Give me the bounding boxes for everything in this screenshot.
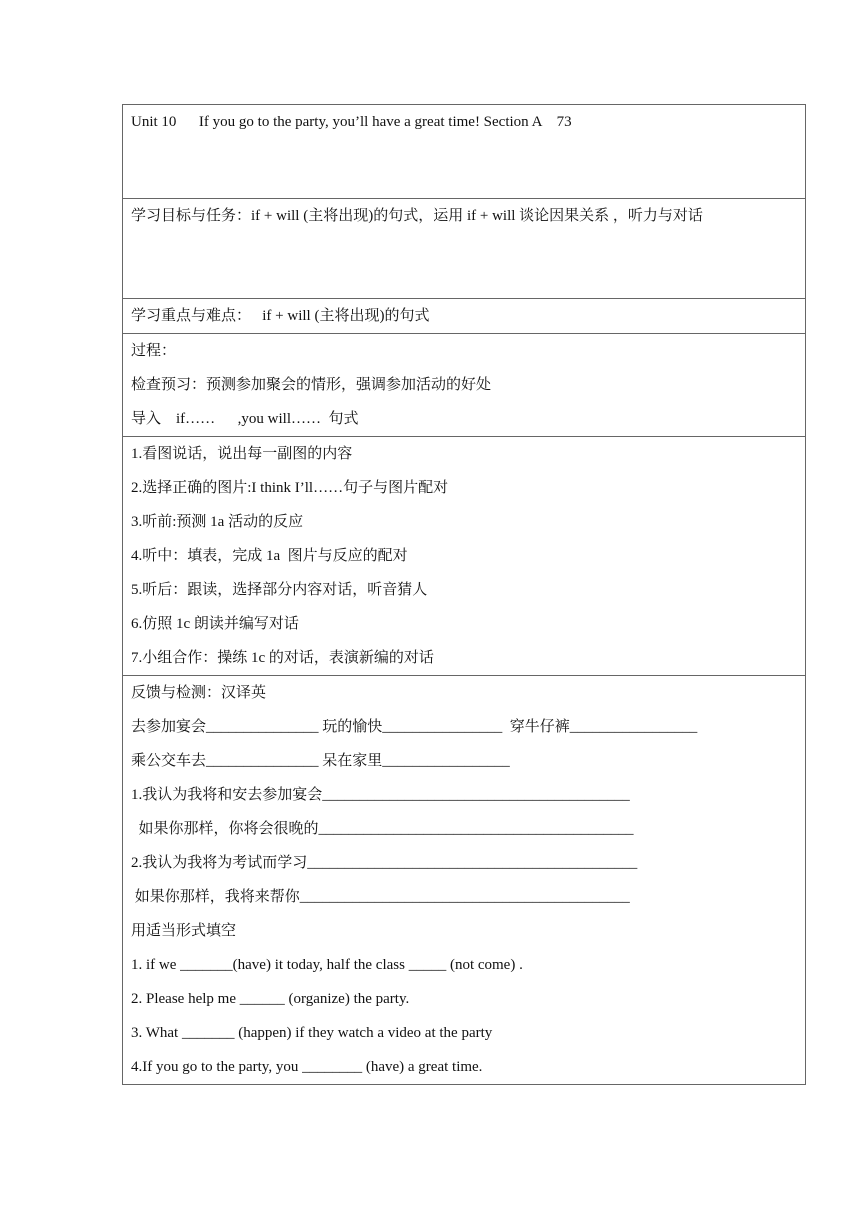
process-row [123,334,806,437]
fill-item: 3. What _______ (happen) if they watch a video at the party [131,1025,493,1041]
feedback-row [123,676,806,1085]
fill-heading: 用适当形式填空 [131,923,237,939]
step-item: 6.仿照 1c 朗读并编写对话 [131,616,299,632]
translation-item: 如果你那样，我将来帮你____________________________________________ [131,889,630,905]
process-heading: 过程： [131,343,177,359]
key-points: 学习重点与难点： if + will (主将出现)的句式 [131,308,430,324]
objectives-row [123,199,806,299]
translation-item: 如果你那样，你将会很晚的__________________________________________ [131,821,634,837]
translation-item: 2.我认为我将为考试而学习____________________________________________ [131,855,638,871]
feedback-heading: 反馈与检测：汉译英 [131,685,267,701]
translation-item: 乘公交车去_______________ 呆在家里_________________ [131,753,510,769]
fill-item: 1. if we _______(have) it today, half the class _____ (not come) . [131,957,523,973]
translation-item: 去参加宴会_______________ 玩的愉快________________ 穿牛仔裤_________________ [131,719,698,735]
steps-cell [123,437,806,676]
objectives-cell [123,199,806,299]
header-cell [123,105,806,199]
step-item: 3.听前:预测 1a 活动的反应 [131,514,304,530]
fill-item: 2. Please help me ______ (organize) the party. [131,991,410,1007]
key-points-cell [123,299,806,334]
step-item: 5.听后：跟读，选择部分内容对话，听音猜人 [131,582,428,598]
header-row [123,105,806,199]
step-item: 4.听中：填表，完成 1a 图片与反应的配对 [131,548,408,564]
step-item: 1.看图说话，说出每一副图的内容 [131,446,353,462]
key-points-row [123,299,806,334]
feedback-cell [123,676,806,1085]
preview-check: 检查预习：预测参加聚会的情形，强调参加活动的好处 [131,377,492,393]
translation-item: 1.我认为我将和安去参加宴会_________________________________________ [131,787,630,803]
worksheet-table [122,104,806,1085]
lead-in: 导入 if…… ,you will…… 句式 [131,411,359,427]
steps-row [123,437,806,676]
learning-objectives: 学习目标与任务：if + will (主将出现)的句式，运用 if + will 谈论因果关系 ，听力与对话 [131,208,703,224]
step-item: 2.选择正确的图片:I think I’ll……句子与图片配对 [131,480,449,496]
fill-item: 4.If you go to the party, you ________ (have) a great time. [131,1059,483,1075]
step-item: 7.小组合作：操练 1c 的对话，表演新编的对话 [131,650,434,666]
unit-title: Unit 10 If you go to the party, you’ll have a great time! Section A 73 [131,114,572,130]
process-cell [123,334,806,437]
